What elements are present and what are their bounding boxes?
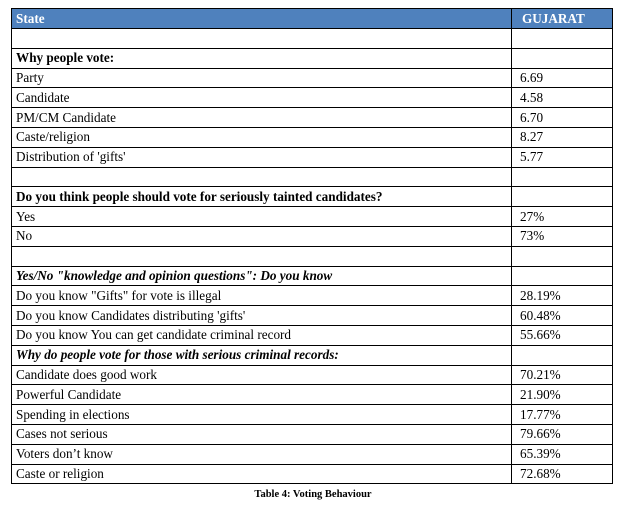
table-caption: Table 4: Voting Behaviour	[254, 489, 372, 500]
table-header-row	[12, 9, 613, 29]
table-row	[12, 365, 613, 385]
row-value: 4.58	[512, 88, 613, 108]
row-value	[512, 246, 613, 266]
table-row	[12, 325, 613, 345]
row-value	[512, 167, 613, 187]
table-row	[12, 306, 613, 326]
row-label: Powerful Candidate	[12, 385, 512, 405]
table-row	[12, 385, 613, 405]
row-value	[512, 29, 613, 49]
row-label: Party	[12, 68, 512, 88]
section-header-row	[12, 187, 613, 207]
row-value: 55.66%	[512, 325, 613, 345]
row-value: 79.66%	[512, 424, 613, 444]
row-value: 28.19%	[512, 286, 613, 306]
table-row	[12, 207, 613, 227]
row-label	[12, 167, 512, 187]
table-row	[12, 88, 613, 108]
row-label: Do you know "Gifts" for vote is illegal	[12, 286, 512, 306]
row-value: 8.27	[512, 127, 613, 147]
row-label: Candidate does good work	[12, 365, 512, 385]
row-value: 17.77%	[512, 405, 613, 425]
table-row	[12, 286, 613, 306]
table-row	[12, 226, 613, 246]
table-row	[12, 127, 613, 147]
row-value: 6.70	[512, 108, 613, 128]
table-row	[12, 444, 613, 464]
table-row	[12, 405, 613, 425]
row-label: Why do people vote for those with serious criminal records:	[12, 345, 512, 365]
row-label: PM/CM Candidate	[12, 108, 512, 128]
section-header-row	[12, 345, 613, 365]
row-value: 70.21%	[512, 365, 613, 385]
row-label: Do you think people should vote for seriously tainted candidates?	[12, 187, 512, 207]
row-label: Voters don’t know	[12, 444, 512, 464]
table-row	[12, 68, 613, 88]
row-label: Distribution of 'gifts'	[12, 147, 512, 167]
blank-row	[12, 167, 613, 187]
row-label: Yes/No "knowledge and opinion questions": Do you know	[12, 266, 512, 286]
row-value: 21.90%	[512, 385, 613, 405]
row-label: No	[12, 226, 512, 246]
row-value: 6.69	[512, 68, 613, 88]
row-value: 73%	[512, 226, 613, 246]
row-value	[512, 345, 613, 365]
blank-row	[12, 246, 613, 266]
row-label: Do you know You can get candidate criminal record	[12, 325, 512, 345]
row-label: Caste or religion	[12, 464, 512, 484]
row-value: 60.48%	[512, 306, 613, 326]
row-value	[512, 266, 613, 286]
table-row	[12, 108, 613, 128]
row-label: Do you know Candidates distributing 'gifts'	[12, 306, 512, 326]
header-gujarat: GUJARAT	[512, 9, 613, 29]
row-value: 72.68%	[512, 464, 613, 484]
table-row	[12, 464, 613, 484]
row-label	[12, 29, 512, 49]
section-header-row	[12, 266, 613, 286]
blank-row	[12, 29, 613, 49]
row-label: Cases not serious	[12, 424, 512, 444]
row-label	[12, 246, 512, 266]
row-label: Why people vote:	[12, 48, 512, 68]
row-label: Spending in elections	[12, 405, 512, 425]
row-value: 27%	[512, 207, 613, 227]
section-header-row	[12, 48, 613, 68]
row-label: Caste/religion	[12, 127, 512, 147]
row-value: 5.77	[512, 147, 613, 167]
header-state: State	[12, 9, 512, 29]
row-label: Yes	[12, 207, 512, 227]
row-label: Candidate	[12, 88, 512, 108]
table-row	[12, 424, 613, 444]
row-value: 65.39%	[512, 444, 613, 464]
row-value	[512, 48, 613, 68]
table-row	[12, 147, 613, 167]
row-value	[512, 187, 613, 207]
voting-behaviour-table	[11, 8, 613, 484]
